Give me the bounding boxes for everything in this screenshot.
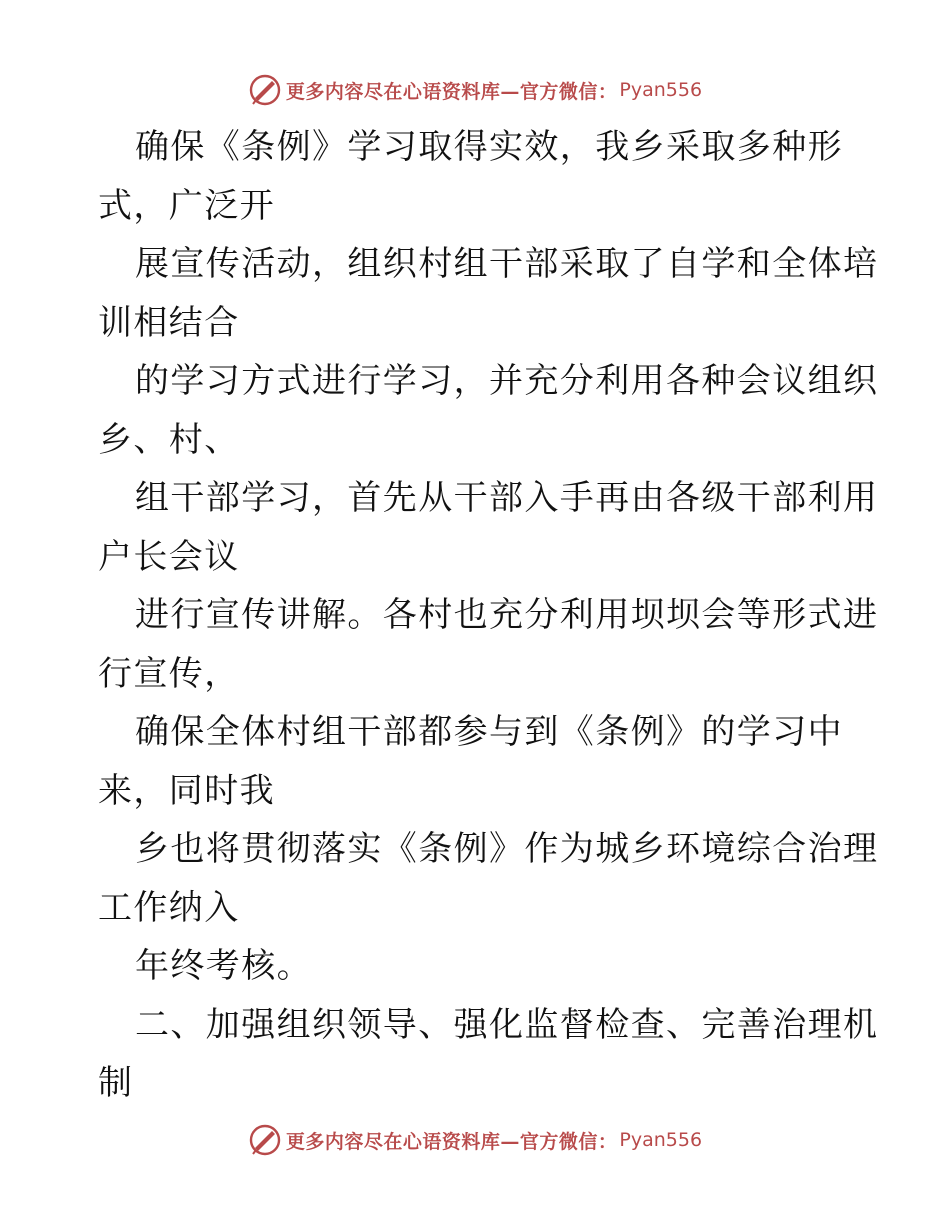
quill-pen-logo-icon [248, 73, 282, 107]
document-body [98, 118, 879, 1113]
text-line: 式，广泛开 [98, 185, 275, 226]
text-line: 来，同时我 [98, 770, 275, 811]
header-brand-text: 更多内容尽在心语资料库—官方微信： [285, 80, 618, 103]
text-line: 进行宣传讲解。各村也充分利用坝坝会等形式进 [135, 595, 879, 635]
text-line: 展宣传活动，组织村组干部采取了自学和全体培 [135, 244, 879, 284]
quill-pen-logo-icon [248, 1123, 282, 1157]
text-line: 的学习方式进行学习，并充分利用各种会议组织 [135, 361, 879, 401]
text-line: 行宣传， [98, 653, 240, 694]
text-line: 确保全体村组干部都参与到《条例》的学习中 [135, 712, 843, 752]
header-wechat-handle: Pyan556 [619, 79, 703, 101]
footer-brand-text: 更多内容尽在心语资料库—官方微信： [285, 1130, 618, 1153]
text-line: 乡也将贯彻落实《条例》作为城乡环境综合治理 [135, 829, 879, 869]
text-line: 二、加强组织领导、强化监督检查、完善治理机 [135, 1004, 879, 1045]
text-line: 组干部学习，首先从干部入手再由各级干部利用 [135, 478, 879, 518]
text-line: 年终考核。 [135, 946, 312, 986]
text-line: 户长会议 [98, 536, 240, 577]
text-line: 乡、村、 [98, 419, 240, 460]
footer-wechat-handle: Pyan556 [619, 1129, 703, 1151]
text-line: 训相结合 [98, 302, 240, 343]
text-line: 工作纳入 [98, 887, 240, 928]
page-footer [0, 1120, 950, 1160]
text-line: 确保《条例》学习取得实效，我乡采取多种形 [135, 127, 843, 167]
page-header [0, 70, 950, 110]
text-line: 制 [98, 1063, 134, 1103]
